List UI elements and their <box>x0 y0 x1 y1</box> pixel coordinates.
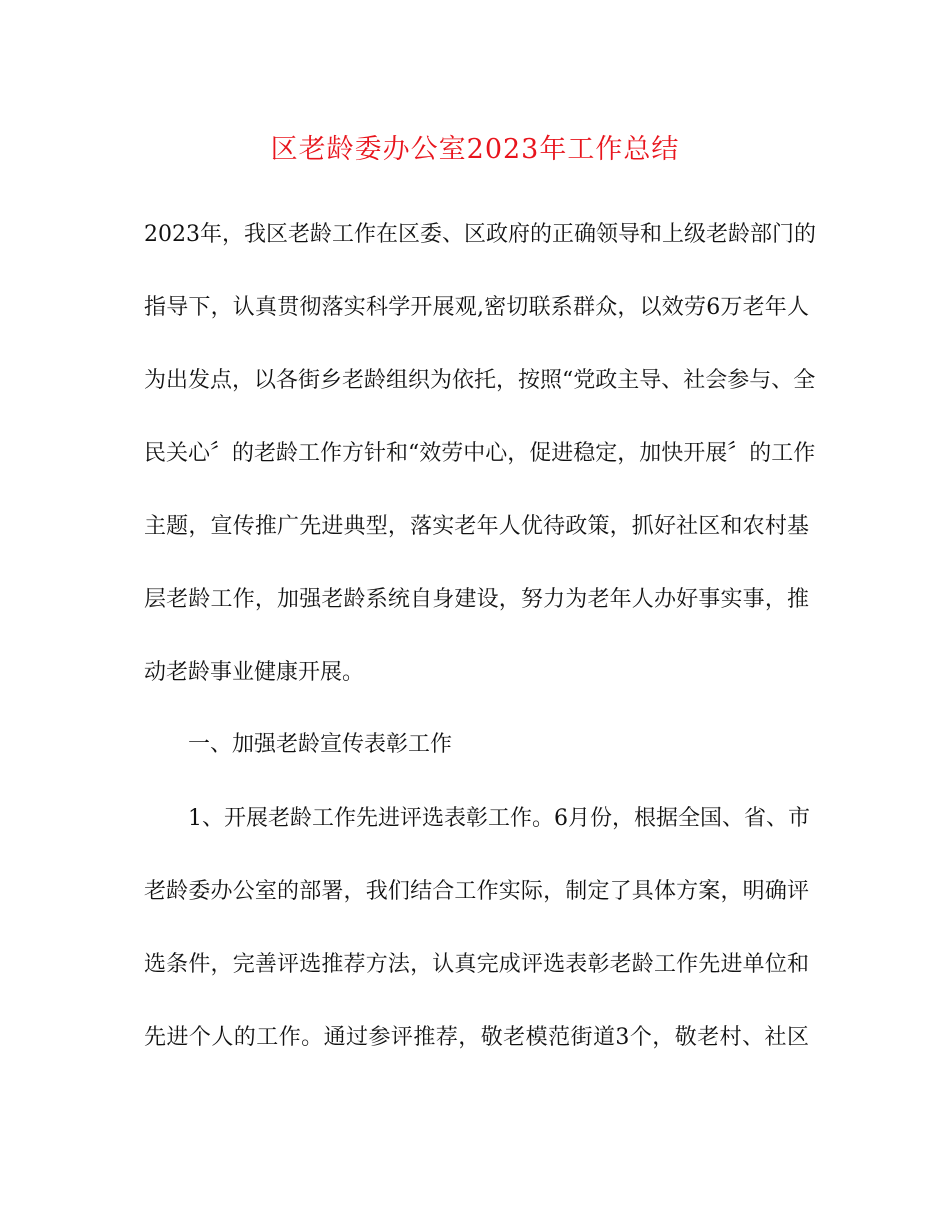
paragraph-line: 先进个人的工作。通过参评推荐，敬老模范街道3个，敬老村、社区 <box>144 1025 809 1050</box>
section-heading: 一、加强老龄宣传表彰工作 <box>188 732 453 757</box>
paragraph-line: 1、开展老龄工作先进评选表彰工作。6月份，根据全国、省、市 <box>188 806 810 831</box>
document-title: 区老龄委办公室2023年工作总结 <box>270 134 680 165</box>
paragraph-line: 选条件，完善评选推荐方法，认真完成评选表彰老龄工作先进单位和 <box>144 952 809 977</box>
paragraph-line: 民关心〞的老龄工作方针和“效劳中心，促进稳定，加快开展〞的工作 <box>144 441 816 466</box>
paragraph-line: 指导下，认真贯彻落实科学开展观,密切联系群众，以效劳6万老年人 <box>144 295 809 320</box>
paragraph-line: 2023年，我区老龄工作在区委、区政府的正确领导和上级老龄部门的 <box>144 222 816 247</box>
paragraph-line: 为出发点，以各街乡老龄组织为依托，按照“党政主导、社会参与、全 <box>144 368 816 393</box>
paragraph-line: 老龄委办公室的部署，我们结合工作实际，制定了具体方案，明确评 <box>144 879 809 904</box>
paragraph-line: 层老龄工作，加强老龄系统自身建设，努力为老年人办好事实事，推 <box>144 587 809 612</box>
paragraph-line: 主题，宣传推广先进典型，落实老年人优待政策，抓好社区和农村基 <box>144 514 809 539</box>
paragraph-line: 动老龄事业健康开展。 <box>144 660 365 685</box>
